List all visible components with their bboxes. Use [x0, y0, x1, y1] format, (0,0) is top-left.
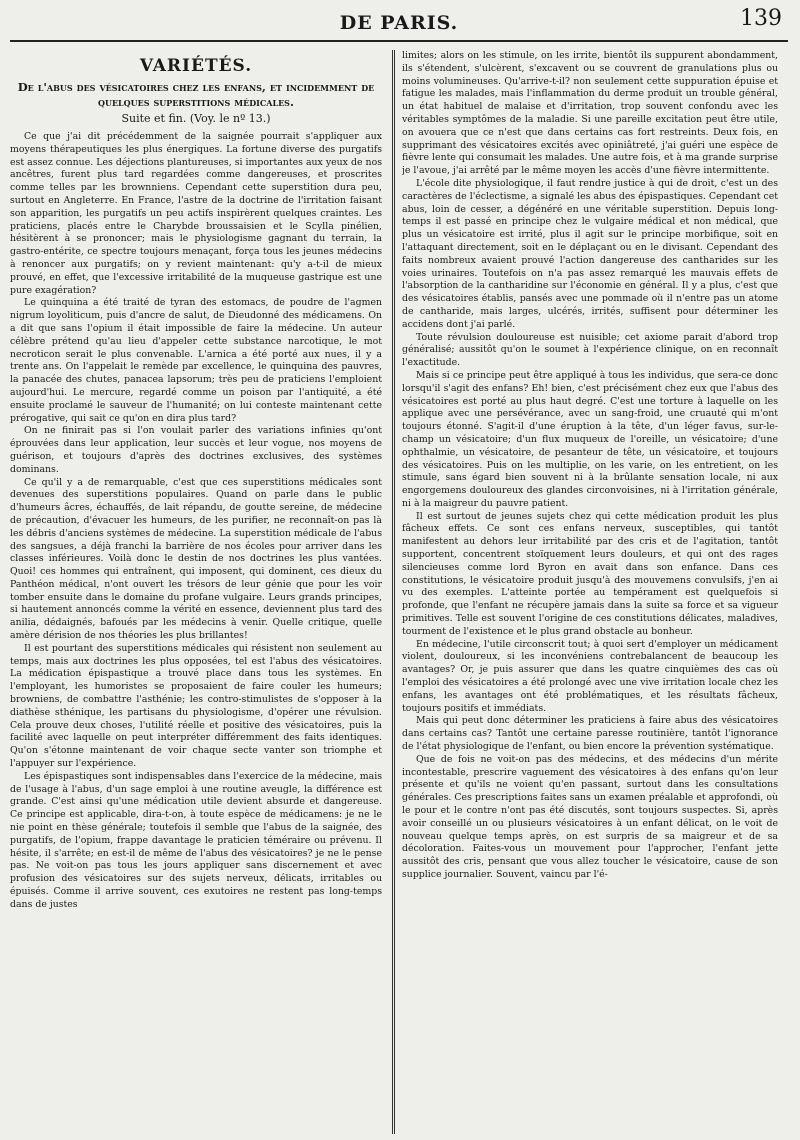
paragraph: Le quinquina a été traité de tyran des estomacs, de poudre de l'agmen nigrum loyoliticum, puis d'ancre de salut, de Dieudonné des médicamens. On a dit que sans l'opium il était impossible de faire la médecine. Un auteur célèbre prétend qu'au lieu d'appeler cette substance narcotique, le mot necroticon serait le plus convenable. L'arnica a été porté aux nues, il y a trente ans. On l'appelait le remède par excellence, le quinquina des pauvres, la panacée des chutes, panacea lapsorum; très peu de praticiens l'emploient aujourd'hui. Le mercure, regardé comme un poison par l'antiquité, a été ensuite proclamé le sauveur de l'humanité; on lui conteste maintenant cette prérogative, qui sait ce qu'on en dira plus tard?	[10, 297, 382, 424]
paragraph: Mais qui peut donc déterminer les praticiens à faire abus des vésicatoires dans certains cas? Tantôt une certaine paresse routinière, tantôt l'ignorance de l'état physiologique de l'enfant, ou bien encore la prévention systématique.	[402, 715, 778, 753]
paragraph: Ce que j'ai dit précédemment de la saignée pourrait s'appliquer aux moyens thérapeutiques les plus énergiques. La fortune diverse des purgatifs est assez connue. Les déjections plantureuses, si importantes aux yeux de nos ancêtres, furent plus tard regardées comme dangereuses, et proscrites comme telles par les brownniens. Cependant cette superstition dura peu, surtout en Angleterre. En France, l'astre de la doctrine de l'irritation faisant son apparition, les purgatifs un peu actifs inspirèrent quelques craintes. Les praticiens, placés entre le Charybde broussaisien et le Scylla pinélien, hésitèrent à se prononcer; mais le physiologisme gagnant du terrain, la gastro-entérite, ce spectre toujours menaçant, força tous les jeunes médecins à renoncer aux purgatifs; on y revient maintenant: qu'y a-t-il de mieux prouvé, en effet, que l'excessive irritabilité de la muqueuse gastrique est une pure exagération?	[10, 131, 382, 296]
paragraph: Mais si ce principe peut être appliqué à tous les individus, que sera-ce donc lorsqu'il s'agit des enfans? Eh! bien, c'est précisément chez eux que l'abus des vésicatoires est porté au plus haut degré. C'est une torture à laquelle on les applique avec une persévérance, avec un sang-froid, une cruauté qui m'ont toujours étonné. S'agit-il d'une éruption à la tête, d'un léger favus, sur-le-champ un vésicatoire; d'un flux muqueux de l'oreille, un vésicatoire; d'une ophthalmie, un vésicatoire, de pesanteur de tête, un vésicatoire, et toujours des vésicatoires. Puis on les multiplie, on les varie, on les entretient, on les stimule, sans égard bien souvent ni à la brûlante sensation locale, ni aux engorgemens douloureux des glandes circonvoisines, ni à l'irritation générale, ni à la maigreur du pauvre patient.	[402, 369, 778, 509]
paragraph: limites; alors on les stimule, on les irrite, bientôt ils suppurent abondamment, ils s'étendent, s'ulcèrent, s'excavent ou se couvrent de granulations plus ou moins volumineuses. Qu'arrive-t-il? non seulement cette suppuration épuise et fatigue les malades, mais l'inflammation du derme produit un trouble général, un état habituel de malaise et d'irritation, trop souvent confondu avec les véritables symptômes de la maladie. Si une pareille excitation peut être utile, on avouera que ce n'est que dans certains cas fort restreints. Deux fois, en supprimant des vésicatoires excités avec opiniâtreté, j'ai guéri une espèce de fièvre lente qui consumait les malades. Une autre fois, et à ma grande surprise je l'avoue, j'ai arrêté par le même moyen les accès d'une fièvre intermittente.	[402, 50, 778, 177]
section-title: VARIÉTÉS.	[139, 56, 253, 76]
paragraph: Il est pourtant des superstitions médicales qui résistent non seulement au temps, mais aux doctrines les plus opposées, tel est l'abus des vésicatoires. La médication épispastique a trouvé place dans tous les systèmes. En l'employant, les humoristes se proposaient de faire couler les humeurs; browniens, de combattre l'asthénie; les contro-stimulistes de s'opposer à la diathèse sthénique, les partisans du physiologisme, d'opérer une révulsion. Cela prouve deux choses, l'utilité réelle et positive des vésicatoires, puis la facilité avec laquelle on peut interpréter différemment des faits identiques. Qu'on s'étonne maintenant de voir chaque secte vanter son triomphe et l'appuyer sur l'expérience.	[10, 642, 382, 770]
article-subtitle: De l'abus des vésicatoires chez les enfans, et incidemment de quelques superstitions médicales.	[17, 80, 375, 109]
paragraph: Les épispastiques sont indispensables dans l'exercice de la médecine, mais de l'usage à l'abus, d'un sage emploi à une routine aveugle, la différence est grande. C'est ainsi qu'une médication utile devient absurde et dangereuse. Ce principe est applicable, dira-t-on, à toute espèce de médicamens: je ne le nie point en thèse générale; toutefois il semble que l'abus de la saignée, des purgatifs, de l'opium, frappe davantage le praticien téméraire ou prévenu. Il hésite, il s'arrête; en est-il de même de l'abus des vésicatoires? je ne le pense pas. Ne voit-on pas tous les jours appliquer sans discernement et avec profusion des vésicatoires sur des sujets nerveux, délicats, irritables ou épuisés. Comme il arrive souvent, ces exutoires ne restent pas long-temps dans de justes	[10, 770, 382, 910]
running-head	[10, 0, 788, 42]
page-header-title: DE PARIS.	[339, 12, 459, 34]
paragraph: Toute révulsion douloureuse est nuisible; cet axiome parait d'abord trop généralisé; aussitôt qu'on le soumet à l'expérience clinique, on en reconnaît l'exactitude.	[402, 331, 778, 369]
article-continuation-note: Suite et fin. (Voy. le nº 13.)	[121, 112, 271, 125]
column-divider	[392, 50, 395, 1134]
article-columns	[10, 50, 788, 1134]
left-column	[10, 50, 382, 1134]
paragraph: Ce qu'il y a de remarquable, c'est que ces superstitions médicales sont devenues des superstitions populaires. Quand on parle dans le public d'humeurs âcres, échauffés, de lait répandu, de goutte sereine, de médecine de précaution, d'évacuer les humeurs, de les purifier, ne reconnaît-on pas là les débris d'anciens systèmes de médecine. La superstition médicale de l'abus des sangsues, a déjà franchi la barrière de nos écoles pour arriver dans les classes inférieures. Voilà donc le destin de nos doctrines les plus vantées. Quoi! ces hommes qui entraînent, qui imposent, qui dominent, ces dieux du Panthéon médical, n'ont ouvert les trésors de leur génie que pour les voir tomber ensuite dans le domaine du profane vulgaire. Leurs grands principes, si hautement annoncés comme la vérité en essence, deviennent plus tard des anilia, dédaignés, bafoués par les médecins à venir. Quelle critique, quelle amère dérision de nos théories les plus brillantes!	[10, 476, 382, 642]
paragraph: Il est surtout de jeunes sujets chez qui cette médication produit les plus fâcheux effets. Ce sont ces enfans nerveux, susceptibles, qui tantôt manifestent au dehors leur irritabilité par des cris et de l'agitation, tantôt supportent, concentrent stoïquement leurs douleurs, et qui ont des rages silencieuses comme lord Byron en avait dans son enfance. Dans ces constitutions, le vésicatoire produit jusqu'à des mouvemens convulsifs, j'en ai vu des exemples. L'atteinte portée au tempérament est quelquefois si profonde, que l'enfant ne récupère jamais dans la suite sa force et sa vigueur primitives. Telle est souvent l'origine de ces constitutions délicates, maladives, tourment de l'existence et le plus grand obstacle au bonheur.	[402, 510, 778, 637]
paragraph: On ne finirait pas si l'on voulait parler des variations infinies qu'ont éprouvées dans leur application, leur succès et leur vogue, nos moyens de guérison, et toujours d'après des doctrines exclusives, des systèmes dominans.	[10, 425, 382, 475]
paragraph: L'école dite physiologique, il faut rendre justice à qui de droit, c'est un des caractères de l'éclectisme, a signalé les abus des épispastiques. Cependant cet abus, loin de cesser, a dégénéré en une véritable superstition. Depuis long-temps il est passé en principe chez le vulgaire médical et non médical, que plus un vésicatoire est irrité, plus il agit sur le principe morbifique, soit en l'attaquant directement, soit en le déplaçant ou en le divisant. Cependant des faits nombreux avaient prouvé l'action dangereuse des cantharides sur les voies urinaires. Toutefois on n'a pas assez remarqué les mauvais effets de l'absorption de la cantharidine sur l'économie en général. Il y a plus, c'est que des vésicatoires établis, pansés avec une pommade où il n'entre pas un atome de cantharide, mais larges, ulcérés, irrités, suffisent pour déterminer les accidens dont j'ai parlé.	[402, 177, 778, 330]
page-number: 139	[740, 6, 782, 31]
right-column	[402, 50, 778, 1134]
paragraph: En médecine, l'utile circonscrit tout; à quoi sert d'employer un médicament violent, douloureux, si les inconvéniens contrebalancent de beaucoup les avantages? Or, je puis assurer que dans les quatre cinquièmes des cas où l'emploi des vésicatoires a été prolongé avec une vive irritation locale chez les enfans, les avantages ont été problématiques, et les résultats fâcheux, toujours positifs et immédiats.	[402, 638, 778, 714]
paragraph: Que de fois ne voit-on pas des médecins, et des médecins d'un mérite incontestable, prescrire vaguement des vésicatoires à des enfans qu'on leur présente et qu'ils ne voient qu'en passant, surtout dans les consultations générales. Ces prescriptions faites sans un examen préalable et approfondi, où le pour et le contre n'ont pas été discutés, sont toujours suspectes. Si, après avoir conseillé un ou plusieurs vésicatoires à un enfant délicat, on le voit de nouveau quelque temps après, on est surpris de sa maigreur et de sa décoloration. Faites-vous un mouvement pour l'approcher, l'enfant jette aussitôt des cris, pensant que vous allez toucher le vésicatoire, cause de son supplice journalier. Souvent, vaincu par l'é-	[402, 753, 778, 880]
